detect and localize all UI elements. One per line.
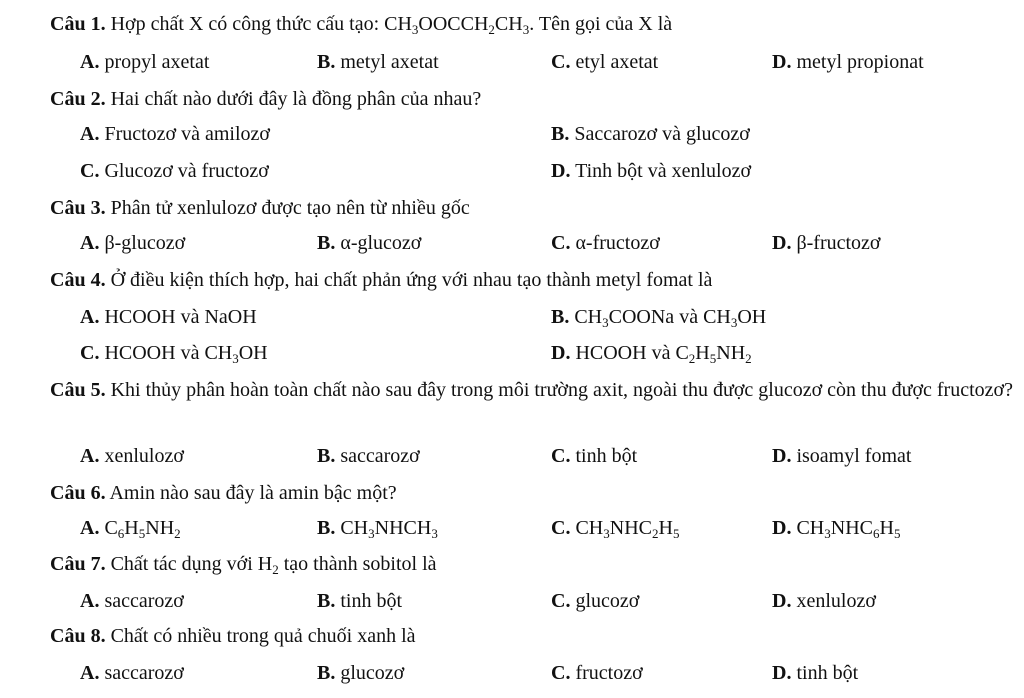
question-stem: Hợp chất X có công thức cấu tạo: $CH_3OOCCH_2CH_3$. Tên gọi của X là — [110, 13, 673, 37]
option-d[interactable]: D. $CH_3NHC_6H_5$ — [772, 517, 901, 541]
option-a[interactable]: A. $C_6H_5NH_2$ — [80, 517, 181, 541]
question-label: Câu 1. — [50, 13, 106, 35]
option-d[interactable]: D. isoamyl fomat — [772, 445, 912, 467]
option-b[interactable]: B. tinh bột — [317, 590, 403, 612]
option-d[interactable]: D. tinh bột — [772, 662, 859, 684]
option-d[interactable]: D. xenlulozơ — [772, 590, 876, 612]
option-a[interactable]: A. propyl axetat — [80, 51, 210, 73]
question-label: Câu 7. — [50, 553, 106, 575]
question-stem: Chất tác dụng với $H_2$ tạo thành sobitol là — [110, 553, 437, 577]
option-b[interactable]: B. $CH_3NHCH_3$ — [317, 517, 438, 541]
option-c[interactable]: C. fructozơ — [551, 662, 643, 684]
question-2 — [50, 87, 481, 111]
question-stem: Khi thủy phân hoàn toàn chất nào sau đây trong môi trường axit, ngoài thu được glucozơ còn thu được fructozơ? — [110, 379, 1013, 401]
question-stem: Hai chất nào dưới đây là đồng phân của nhau? — [110, 88, 482, 110]
question-3 — [50, 196, 470, 220]
option-c[interactable]: C. α-fructozơ — [551, 232, 660, 254]
option-b[interactable]: B. $CH_3COONa$ và $CH_3OH$ — [551, 306, 767, 330]
option-b[interactable]: B. saccarozơ — [317, 445, 420, 467]
question-label: Câu 5. — [50, 379, 106, 401]
option-b[interactable]: B. α-glucozơ — [317, 232, 422, 254]
option-d[interactable]: D. metyl propionat — [772, 51, 924, 73]
question-label: Câu 8. — [50, 625, 106, 647]
option-d[interactable]: D. Tinh bột và xenlulozơ — [551, 160, 752, 182]
option-d[interactable]: D. HCOOH và $C_2H_5NH_2$ — [551, 342, 752, 366]
question-4 — [50, 268, 712, 292]
option-a[interactable]: A. Fructozơ và amilozơ — [80, 123, 270, 145]
question-5 — [50, 377, 1016, 403]
question-6 — [50, 481, 397, 505]
option-c[interactable]: C. $CH_3NHC_2H_5$ — [551, 517, 680, 541]
question-stem: Phân tử xenlulozơ được tạo nên từ nhiều gốc — [110, 197, 470, 219]
option-c[interactable]: C. Glucozơ và fructozơ — [80, 160, 269, 182]
question-label: Câu 2. — [50, 88, 106, 110]
question-stem: Amin nào sau đây là amin bậc một? — [109, 482, 397, 504]
question-label: Câu 3. — [50, 197, 106, 219]
question-7 — [50, 552, 437, 576]
option-a[interactable]: A. HCOOH và NaOH — [80, 306, 257, 328]
option-c[interactable]: C. tinh bột — [551, 445, 638, 467]
option-b[interactable]: B. metyl axetat — [317, 51, 439, 73]
option-a[interactable]: A. xenlulozơ — [80, 445, 184, 467]
option-a[interactable]: A. saccarozơ — [80, 590, 184, 612]
option-a[interactable]: A. β-glucozơ — [80, 232, 186, 254]
question-label: Câu 4. — [50, 269, 106, 291]
question-label: Câu 6. — [50, 482, 106, 504]
option-c[interactable]: C. etyl axetat — [551, 51, 659, 73]
question-8 — [50, 624, 416, 648]
question-stem: Ở điều kiện thích hợp, hai chất phản ứng với nhau tạo thành metyl fomat là — [110, 269, 713, 291]
option-c[interactable]: C. HCOOH và $CH_3OH$ — [80, 342, 268, 366]
option-d[interactable]: D. β-fructozơ — [772, 232, 881, 254]
option-b[interactable]: B. Saccarozơ và glucozơ — [551, 123, 750, 145]
question-1 — [50, 12, 672, 36]
question-stem: Chất có nhiều trong quả chuối xanh là — [110, 625, 416, 647]
option-a[interactable]: A. saccarozơ — [80, 662, 184, 684]
option-c[interactable]: C. glucozơ — [551, 590, 640, 612]
option-b[interactable]: B. glucozơ — [317, 662, 405, 684]
